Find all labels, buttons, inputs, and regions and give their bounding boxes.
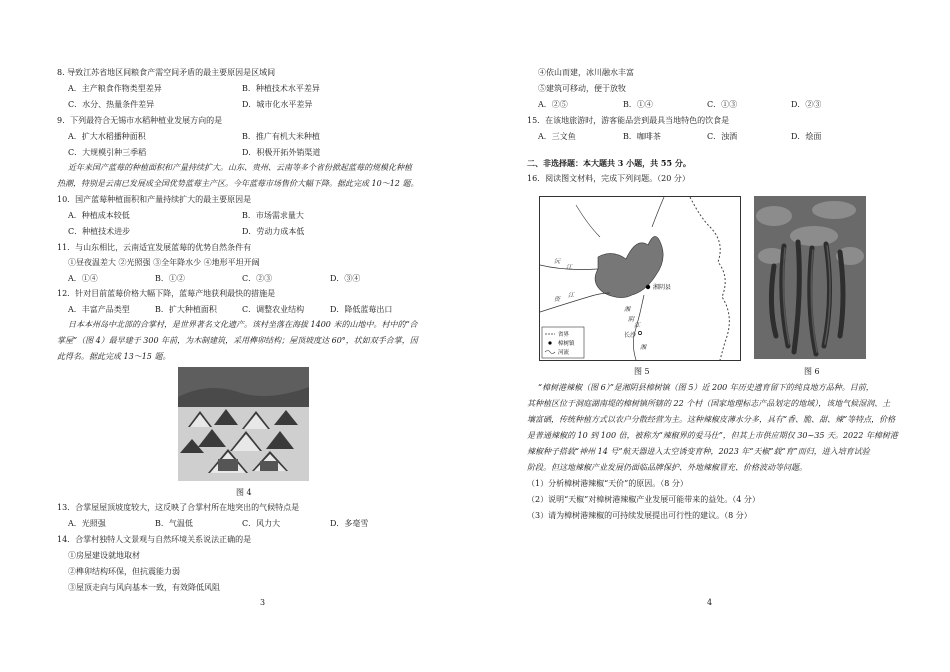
q10-stem: 10．国产蓝莓种植面积和产量持续扩大的最主要原因是 bbox=[57, 195, 252, 204]
village-illustration bbox=[178, 367, 309, 481]
legend-river: 河流 bbox=[558, 350, 570, 356]
city-marker bbox=[638, 331, 641, 334]
q8-option-c: C．水分、热量条件差异 bbox=[68, 100, 155, 109]
q13-option-c: C．风力大 bbox=[242, 519, 281, 528]
q9-option-b: B．推广有机大米种植 bbox=[242, 132, 320, 141]
material3-line2: 其种植区位于洞庭湖南堤的樟树镇所辖的 22 个村（国家地理标志产品划定的地域），该地气候湿润、土 bbox=[527, 399, 891, 408]
q16-sub1: （1）分析樟树港辣椒“天价”的原因。（8 分） bbox=[527, 479, 688, 488]
map-label-changsha: 长沙 bbox=[624, 332, 637, 339]
material2-line3: 此得名。据此完成 13～15 题。 bbox=[57, 352, 171, 361]
map-label-jiang2: 江 bbox=[568, 292, 575, 299]
q15-option-c: C．浊酒 bbox=[707, 132, 738, 141]
q9-stem: 9．下列最符合无锡市水稻种植业发展方向的是 bbox=[57, 116, 223, 125]
q14-statement-1: ①房屋建设就地取材 bbox=[68, 551, 140, 560]
q14-option-b: B．①④ bbox=[623, 100, 653, 109]
q14-statement-3: ③屋顶走向与风向基本一致，有效降低风阻 bbox=[68, 583, 220, 592]
q13-stem: 13．合掌屋屋顶坡度较大，这反映了合掌村所在地突出的气候特点是 bbox=[57, 503, 300, 512]
q11-option-c: C．②③ bbox=[242, 274, 273, 283]
figure4-caption: 图 4 bbox=[236, 488, 252, 497]
material3-line1: “樟树港辣椒（图 6）”是湘阴县樟树镇（图 5）近 200 年历史遗育留下的纯良地方品种。目前， bbox=[538, 383, 874, 392]
q10-option-a: A．种植成本较低 bbox=[68, 211, 130, 220]
q9-option-c: C．大规模引种三季稻 bbox=[68, 148, 147, 157]
material3-line3: 壤富硒，传统种植方式以农户分散经营为主。这种辣椒皮薄水分多，具有“香、脆、甜、辣”等特点，价格 bbox=[527, 415, 896, 424]
q13-option-d: D．多毫雪 bbox=[330, 519, 369, 528]
material3-line6: 阶段。但这地辣椒产业发展仍面临品牌保护、外地辣椒冒充、价格波动等问题。 bbox=[527, 463, 807, 472]
map-label-xiangyin-county: 湘阴县 bbox=[653, 284, 672, 291]
q11-stem: 11．与山东相比，云南适宜发展蓝莓的优势自然条件有 bbox=[57, 243, 252, 252]
material3-line5: 辣椒种子搭载“神州 14 号”航天器进入太空诱变育种，2023 年“天椒”载“育”而归，进入培育试验 bbox=[527, 447, 870, 456]
q11-statements: ①昼夜温差大 ②光照强 ③全年降水少 ④地形平坦开阔 bbox=[68, 258, 260, 267]
map-label-xiang2: 湘 bbox=[640, 344, 647, 351]
q14-statement-4: ④依山而建，冰川融水丰富 bbox=[538, 68, 634, 77]
left-page bbox=[0, 0, 440, 672]
page-number-left: 3 bbox=[260, 598, 266, 607]
map-label-zi: 资 bbox=[554, 296, 561, 303]
figure5-caption: 图 5 bbox=[634, 367, 650, 376]
map-label-yuan: 沅 bbox=[554, 258, 561, 265]
q15-option-d: D．烩面 bbox=[791, 132, 822, 141]
q13-option-b: B．气温低 bbox=[155, 519, 193, 528]
q12-option-b: B．扩大种植面积 bbox=[155, 305, 217, 314]
q16-sub3: （3）请为樟树港辣椒的可持续发展提出可行性的建议。（8 分） bbox=[527, 511, 752, 520]
figure4-village-photo bbox=[178, 367, 309, 481]
q14-option-d: D．②③ bbox=[791, 100, 822, 109]
map-graphic bbox=[540, 197, 740, 360]
q8-option-a: A．主产粮食作物类型差异 bbox=[68, 84, 162, 93]
figure5-map bbox=[539, 196, 741, 361]
page-number-right: 4 bbox=[707, 598, 713, 607]
section-2-heading: 二、非选择题：本大题共 3 小题，共 55 分。 bbox=[527, 158, 691, 168]
q15-option-a: A．三文鱼 bbox=[538, 132, 576, 141]
material2-line1: 日本本州岛中北部的合掌村，是世界著名文化遗产。该村坐落在海拔 1400 米的山地中。村中的“合 bbox=[68, 320, 418, 329]
map-label-jiang1: 江 bbox=[566, 264, 573, 271]
q15-stem: 15．在该地旅游时，游客能品尝到最具当地特色的饮食是 bbox=[527, 116, 730, 125]
q9-option-d: D．积极开拓外销渠道 bbox=[242, 148, 321, 157]
chili-illustration bbox=[754, 196, 866, 359]
q13-option-a: A．光照强 bbox=[68, 519, 106, 528]
q10-option-c: C．种植技术进步 bbox=[68, 227, 131, 236]
q16-stem: 16．阅读图文材料，完成下列问题。（20 分） bbox=[527, 174, 690, 183]
material3-line4: 是普通辣椒的 10 到 100 倍，被称为“辣椒界的爱马仕”，但其上市供应期仅 30~35 天。2022 年樟树港 bbox=[527, 431, 898, 440]
figure6-chili-photo bbox=[754, 196, 866, 359]
q14-statement-5: ⑤建筑可移动，便于放牧 bbox=[538, 84, 626, 93]
town-marker bbox=[646, 285, 650, 289]
q10-option-b: B．市场需求量大 bbox=[242, 211, 304, 220]
q8-option-d: D．城市化水平差异 bbox=[242, 100, 313, 109]
legend-town: 樟树镇 bbox=[558, 341, 575, 347]
q8-option-b: B．种植技术水平差异 bbox=[242, 84, 320, 93]
q12-stem: 12．针对目前蓝莓价格大幅下降，蓝莓产地获利最快的措施是 bbox=[57, 289, 276, 298]
q9-option-a: A．扩大水稻播种面积 bbox=[68, 132, 146, 141]
q11-option-a: A．①④ bbox=[68, 274, 98, 283]
map-label-yin: 阴 bbox=[628, 316, 635, 323]
q8-stem: 8. 导致江苏省地区间粮食产需空间矛盾的最主要原因是区域间 bbox=[57, 68, 276, 77]
figure6-caption: 图 6 bbox=[804, 367, 820, 376]
q14-option-a: A．②⑤ bbox=[538, 100, 568, 109]
material2-line2: 掌屋”（图 4）最早建于 300 年前，为木制建筑，采用榫卯结构；屋顶坡度达 60°，状如双手合掌，因 bbox=[57, 336, 418, 345]
q12-option-c: C．调整农业结构 bbox=[242, 305, 305, 314]
q14-stem: 14．合掌村独特人文景观与自然环境关系说法正确的是 bbox=[57, 535, 252, 544]
right-page bbox=[475, 0, 915, 672]
q12-option-a: A．丰富产品类型 bbox=[68, 305, 130, 314]
q14-statement-2: ②榫卯结构环保，但抗震能力弱 bbox=[68, 567, 180, 576]
q16-sub2: （2）说明“天椒”对樟树港辣椒产业发展可能带来的益处。（4 分） bbox=[527, 495, 760, 504]
q10-option-d: D．劳动力成本低 bbox=[242, 227, 305, 236]
q11-option-b: B．①② bbox=[155, 274, 185, 283]
q11-option-d: D．③④ bbox=[330, 274, 361, 283]
material1-line1: 近年来国产蓝莓的种植面积和产量持续扩大。山东、贵州、云南等多个省份掀起蓝莓的规模化种植 bbox=[68, 163, 412, 172]
q15-option-b: B．咖啡茶 bbox=[623, 132, 661, 141]
q12-option-d: D．降低蓝莓出口 bbox=[330, 305, 393, 314]
map-label-xiang: 湘 bbox=[624, 306, 631, 313]
legend-province-border: 省界 bbox=[558, 332, 570, 338]
map-label-jiang3: 江 bbox=[634, 322, 641, 329]
material1-line2: 热潮，特别是云南已发展成全国优势蓝莓主产区。今年蓝莓市场售价大幅下降。据此完成 10～12 题。 bbox=[57, 179, 419, 188]
q14-option-c: C．①③ bbox=[707, 100, 738, 109]
